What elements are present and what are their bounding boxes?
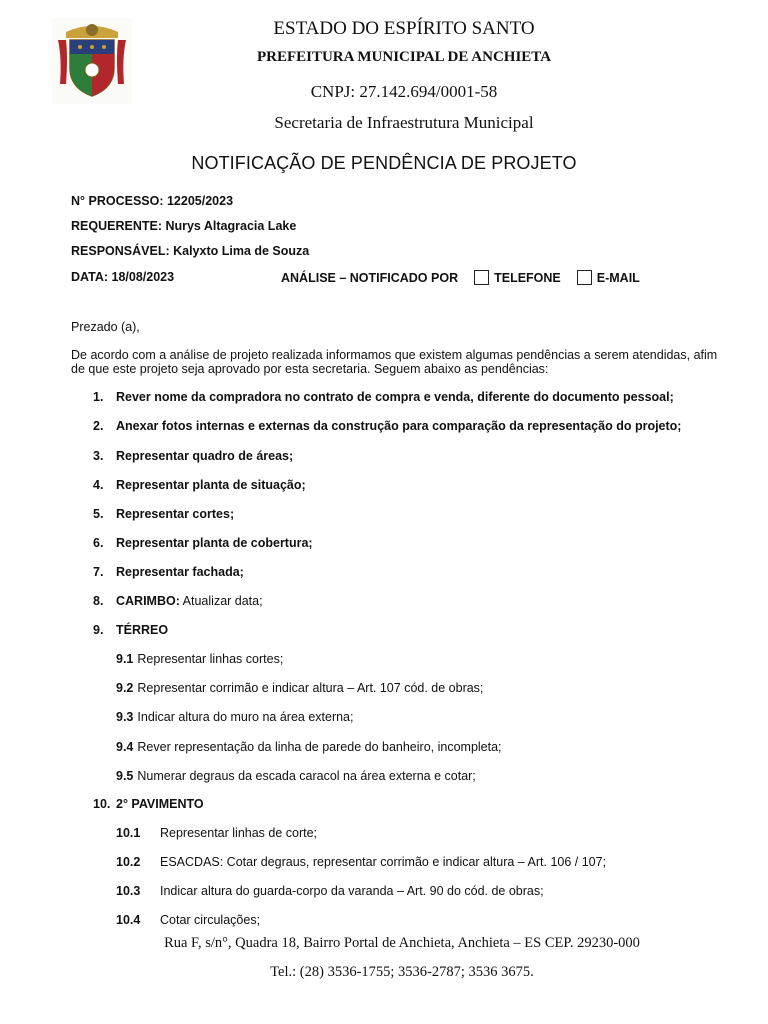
sub-item bbox=[116, 855, 606, 869]
sub-item-number: 10.4 bbox=[116, 913, 141, 927]
field-requerente: REQUERENTE: Nurys Altagracia Lake bbox=[71, 219, 297, 233]
sub-item bbox=[116, 681, 483, 695]
sub-item-text: Representar corrimão e indicar altura – Art. 107 cód. de obras; bbox=[137, 681, 484, 695]
sub-item-text: Indicar altura do muro na área externa; bbox=[137, 710, 354, 724]
list-item bbox=[93, 478, 306, 492]
sub-item-text: ESACDAS: Cotar degraus, representar corrimão e indicar altura – Art. 106 / 107; bbox=[160, 855, 607, 869]
greeting: Prezado (a), bbox=[71, 320, 140, 334]
item-label: Representar planta de cobertura; bbox=[116, 536, 313, 550]
list-item bbox=[93, 507, 234, 521]
sub-item-number: 9.1 bbox=[116, 652, 134, 666]
list-item bbox=[93, 623, 168, 637]
sub-item-text: Cotar circulações; bbox=[160, 913, 261, 927]
item-number: 2. bbox=[93, 419, 104, 433]
header-prefeitura: PREFEITURA MUNICIPAL DE ANCHIETA bbox=[256, 49, 552, 65]
sub-item bbox=[116, 884, 544, 898]
item-label: Anexar fotos internas e externas da construção para comparação da representação do projeto; bbox=[116, 419, 682, 433]
item-label: 2° PAVIMENTO bbox=[116, 797, 204, 811]
sub-item-number: 9.2 bbox=[116, 681, 134, 695]
sub-item-text: Numerar degraus da escada caracol na área externa e cotar; bbox=[137, 769, 476, 783]
field-data: DATA: 18/08/2023 bbox=[71, 270, 175, 284]
document-title: NOTIFICAÇÃO DE PENDÊNCIA DE PROJETO bbox=[191, 153, 577, 173]
sub-item bbox=[116, 740, 502, 754]
item-number: 10. bbox=[93, 797, 111, 811]
sub-item-number: 9.5 bbox=[116, 769, 134, 783]
sub-item-number: 9.4 bbox=[116, 740, 134, 754]
sub-item bbox=[116, 710, 354, 724]
telefone-label: TELEFONE bbox=[494, 270, 561, 285]
sub-item-number: 9.3 bbox=[116, 710, 134, 724]
sub-item-number: 10.1 bbox=[116, 826, 141, 840]
list-item bbox=[93, 449, 293, 463]
sub-item-text: Indicar altura do guarda-corpo da varanda – Art. 90 do cód. de obras; bbox=[160, 884, 544, 898]
header-cnpj: CNPJ: 27.142.694/0001-58 bbox=[310, 82, 498, 101]
header-secretaria: Secretaria de Infraestrutura Municipal bbox=[274, 113, 534, 132]
item-label: Representar planta de situação; bbox=[116, 478, 306, 492]
item-number: 1. bbox=[93, 390, 104, 404]
item-number: 5. bbox=[93, 507, 104, 521]
sub-item bbox=[116, 769, 476, 783]
email-label: E-MAIL bbox=[596, 270, 640, 285]
item-label: Representar fachada; bbox=[116, 565, 244, 579]
sub-item bbox=[116, 652, 283, 666]
item-number: 9. bbox=[93, 623, 104, 637]
item-label: Representar cortes; bbox=[116, 507, 235, 521]
list-item bbox=[93, 594, 263, 608]
item-label: Representar quadro de áreas; bbox=[116, 449, 294, 463]
item-label: Rever nome da compradora no contrato de compra e venda, diferente do documento pessoal; bbox=[116, 390, 674, 404]
footer-phones: Tel.: (28) 3536-1755; 3536-2787; 3536 3675. bbox=[270, 964, 534, 980]
item-number: 6. bbox=[93, 536, 104, 550]
intro-paragraph: De acordo com a análise de projeto realizada informamos que existem algumas pendências a serem atendidas, afim de que este projeto seja aprovado por esta secretaria. Seguem abaixo as pendências: bbox=[71, 348, 718, 376]
item-number: 8. bbox=[93, 594, 104, 608]
item-label: TÉRREO bbox=[116, 623, 169, 637]
list-item bbox=[93, 419, 681, 433]
item-text: Atualizar data; bbox=[179, 594, 263, 608]
sub-item bbox=[116, 913, 260, 927]
sub-item-text: Representar linhas cortes; bbox=[137, 652, 284, 666]
header-state: ESTADO DO ESPÍRITO SANTO bbox=[273, 18, 535, 39]
item-number: 4. bbox=[93, 478, 104, 492]
item-number: 7. bbox=[93, 565, 104, 579]
sub-item-number: 10.3 bbox=[116, 884, 141, 898]
item-label: CARIMBO: bbox=[116, 594, 180, 608]
list-item bbox=[93, 536, 313, 550]
sub-item bbox=[116, 826, 317, 840]
footer-address: Rua F, s/n°, Quadra 18, Bairro Portal de Anchieta, Anchieta – ES CEP. 29230-000 bbox=[164, 935, 640, 951]
list-item bbox=[93, 390, 674, 404]
sub-item-text: Rever representação da linha de parede do banheiro, incompleta; bbox=[137, 740, 502, 754]
sub-item-text: Representar linhas de corte; bbox=[160, 826, 318, 840]
sub-item-number: 10.2 bbox=[116, 855, 141, 869]
analise-label: ANÁLISE – NOTIFICADO POR bbox=[281, 270, 459, 285]
list-item bbox=[93, 797, 204, 811]
field-processo: N° PROCESSO: 12205/2023 bbox=[71, 194, 234, 208]
list-item bbox=[93, 565, 244, 579]
item-number: 3. bbox=[93, 449, 104, 463]
field-responsavel: RESPONSÁVEL: Kalyxto Lima de Souza bbox=[71, 244, 310, 258]
